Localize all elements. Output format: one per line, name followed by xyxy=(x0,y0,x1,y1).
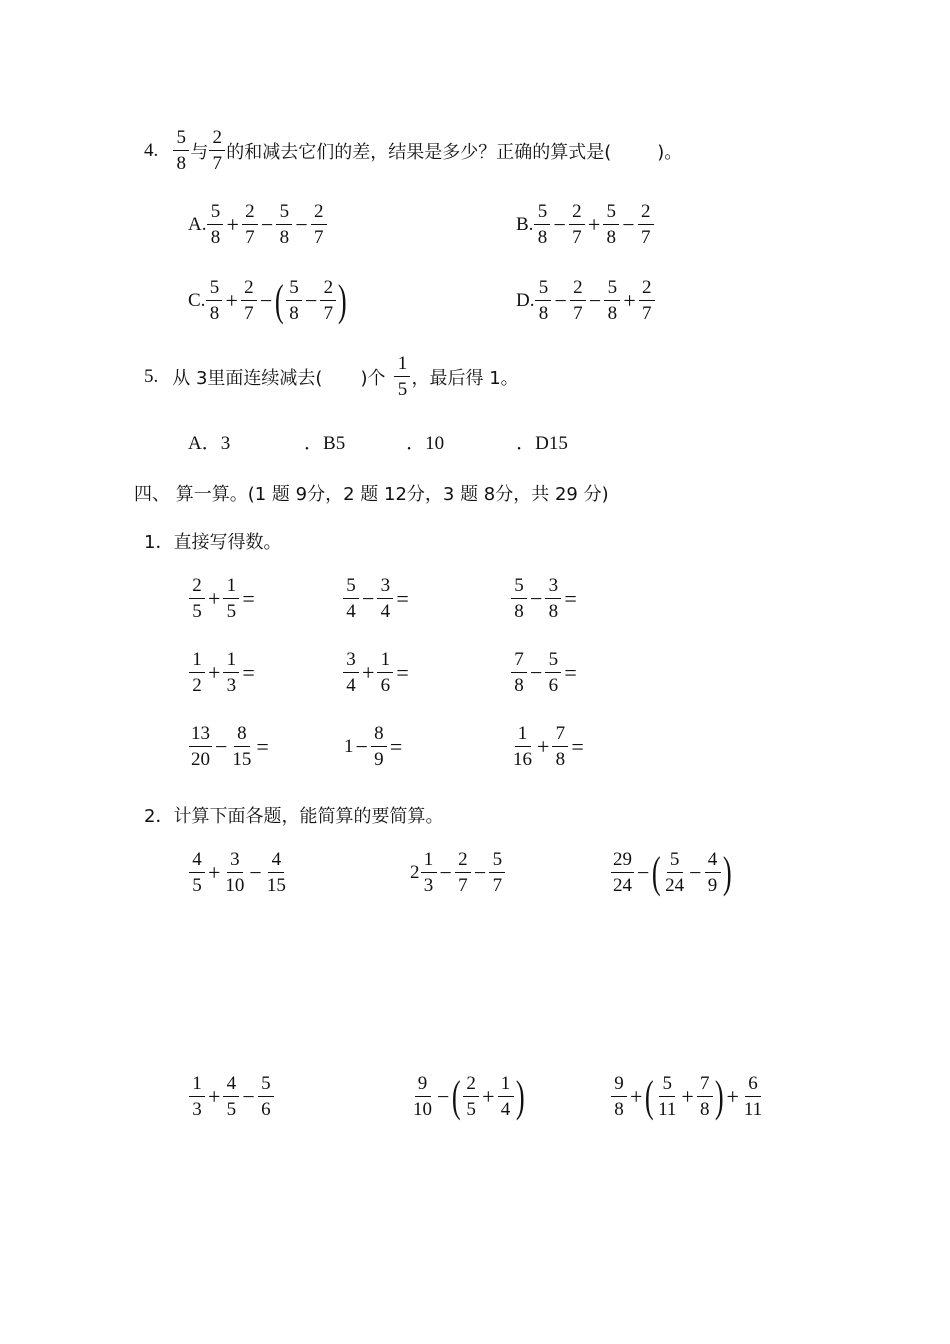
fraction: $\frac{2}{7}$ xyxy=(209,128,225,174)
option-a[interactable]: A. $\frac{5}{8}$ + $\frac{2}{7}$ − $\frac{5}{8}$ − $\frac{2}{7}$ xyxy=(188,202,328,248)
left-paren: ( xyxy=(645,1071,655,1121)
left-paren: ( xyxy=(275,275,285,325)
exercise: $\frac{2}{5}$ + $\frac{1}{5}$ = xyxy=(188,576,257,622)
exercise: $\frac{5}{8}$ − $\frac{3}{8}$ = xyxy=(510,576,579,622)
option-c[interactable]: ．10 xyxy=(406,433,445,454)
fraction: $\frac{5}{8}$ xyxy=(173,128,189,174)
exercise: $\frac{1}{16}$ + $\frac{7}{8}$ = xyxy=(513,723,584,770)
exercise: $\frac{7}{8}$ − $\frac{5}{6}$ = xyxy=(510,650,579,696)
option-a[interactable]: A．3 xyxy=(188,433,231,454)
exercise: $\frac{3}{4}$ + $\frac{1}{6}$ = xyxy=(342,650,411,696)
expression: $\frac{4}{5}$ + $\frac{3}{10}$ − $\frac{4}{15}$ xyxy=(188,850,289,896)
subsection-title: 2．计算下面各题，能简算的要简算。 xyxy=(144,806,444,827)
expression: 2 $\frac{1}{3}$ − $\frac{2}{7}$ − $\frac{5}{7}$ xyxy=(410,850,506,896)
q5-options xyxy=(188,428,568,455)
option-b[interactable]: ．B5 xyxy=(304,433,346,454)
exercise: $\frac{1}{2}$ + $\frac{1}{3}$ = xyxy=(188,650,257,696)
subsection-title: 1．直接写得数。 xyxy=(144,532,282,553)
question-4: 4. $\frac{5}{8}$ 与 $\frac{2}{7}$ 的和减去它们的差，结果是多少？正确的算式是( )。 xyxy=(144,127,683,174)
expression: $\frac{29}{24}$ − ( $\frac{5}{24}$ − $\frac{4}{9}$ ) xyxy=(613,847,732,897)
option-c[interactable]: C. $\frac{5}{8}$ + $\frac{2}{7}$ − ( $\frac{5}{8}$ − $\frac{2}{7}$ ) xyxy=(188,275,348,325)
expression: $\frac{1}{3}$ + $\frac{4}{5}$ − $\frac{5}{6}$ xyxy=(188,1074,275,1120)
left-paren: ( xyxy=(652,847,662,897)
right-paren: ) xyxy=(515,1071,525,1121)
option-d[interactable]: D. $\frac{5}{8}$ − $\frac{2}{7}$ − $\frac{5}{8}$ + $\frac{2}{7}$ xyxy=(516,278,656,324)
fraction: $\frac{1}{5}$ xyxy=(394,354,410,400)
question-number: 5. xyxy=(144,365,159,387)
right-paren: ) xyxy=(714,1071,724,1121)
option-b[interactable]: B. $\frac{5}{8}$ − $\frac{2}{7}$ + $\frac{5}{8}$ − $\frac{2}{7}$ xyxy=(516,202,655,248)
right-paren: ) xyxy=(338,275,348,325)
exercise: $\frac{13}{20}$ − $\frac{8}{15}$ = xyxy=(191,723,269,770)
question-number: 4. xyxy=(144,139,159,161)
question-5: 5. 从 3里面连续减去( )个 $\frac{1}{5}$ ，最后得 1。 xyxy=(144,353,519,400)
right-paren: ) xyxy=(722,847,732,897)
exercise: 1 − $\frac{8}{9}$ = xyxy=(344,723,403,770)
option-d[interactable]: ．D15 xyxy=(516,433,568,454)
left-paren: ( xyxy=(452,1071,462,1121)
expression: $\frac{9}{8}$ + ( $\frac{5}{11}$ + $\frac{7}{8}$ ) + $\frac{6}{11}$ xyxy=(610,1074,765,1120)
expression: $\frac{9}{10}$ − ( $\frac{2}{5}$ + $\frac{1}{4}$ ) xyxy=(413,1071,525,1121)
exercise: $\frac{5}{4}$ − $\frac{3}{4}$ = xyxy=(342,576,411,622)
section-title: 四、 算一算。(1 题 9分，2 题 12分，3 题 8分，共 29 分) xyxy=(134,484,609,505)
